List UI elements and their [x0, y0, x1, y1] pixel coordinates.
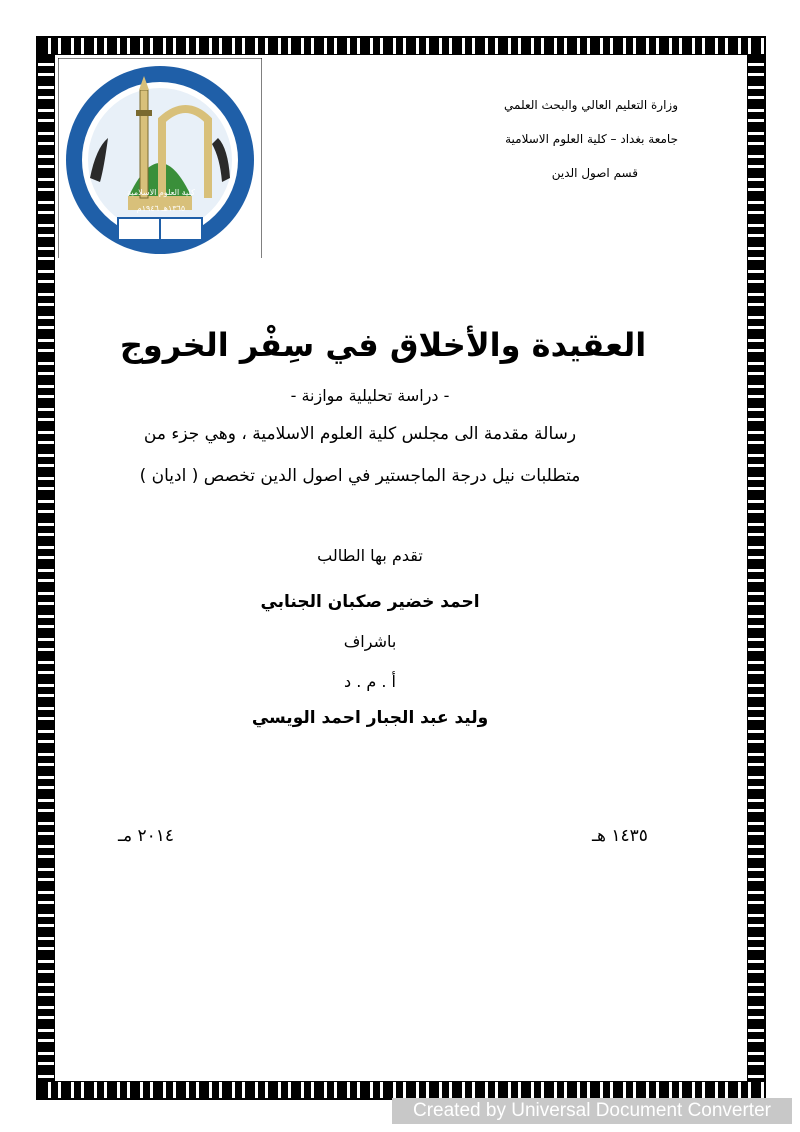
converter-watermark: Created by Universal Document Converter — [392, 1098, 792, 1124]
description-line-2: متطلبات نيل درجة الماجستير في اصول الدين تخصص ( اديان ) — [139, 466, 581, 486]
description-line-1: رسالة مقدمة الى مجلس كلية العلوم الاسلامية ، وهي جزء من — [143, 424, 577, 444]
university-logo — [58, 58, 262, 258]
university-line: جامعة بغداد – كلية العلوم الاسلامية — [505, 132, 678, 146]
presented-by-label: تقدم بها الطالب — [317, 546, 423, 565]
gregorian-date: ٢٠١٤ مـ — [118, 826, 175, 846]
logo-emblem-icon — [58, 58, 262, 258]
supervisor-rank: أ . م . د — [344, 672, 396, 691]
hijri-date: ١٤٣٥ هـ — [592, 826, 648, 846]
thesis-subtitle: - دراسة تحليلية موازنة - — [290, 386, 450, 405]
logo-seal-text: كلية العلوم الاسلامية — [127, 188, 195, 197]
supervisor-name: وليد عبد الجبار احمد الويسي — [251, 708, 489, 728]
student-name: احمد خضير صكبان الجنابي — [260, 592, 480, 612]
thesis-title: العقيدة والأخلاق في سِفْر الخروج — [119, 326, 647, 364]
department-line: قسم اصول الدين — [551, 166, 638, 180]
logo-years: ١٣٦٥هـ ١٩٤٦م — [136, 204, 186, 213]
supervision-label: باشراف — [343, 632, 397, 651]
ministry-line: وزارة التعليم العالي والبحث العلمي — [504, 98, 678, 112]
